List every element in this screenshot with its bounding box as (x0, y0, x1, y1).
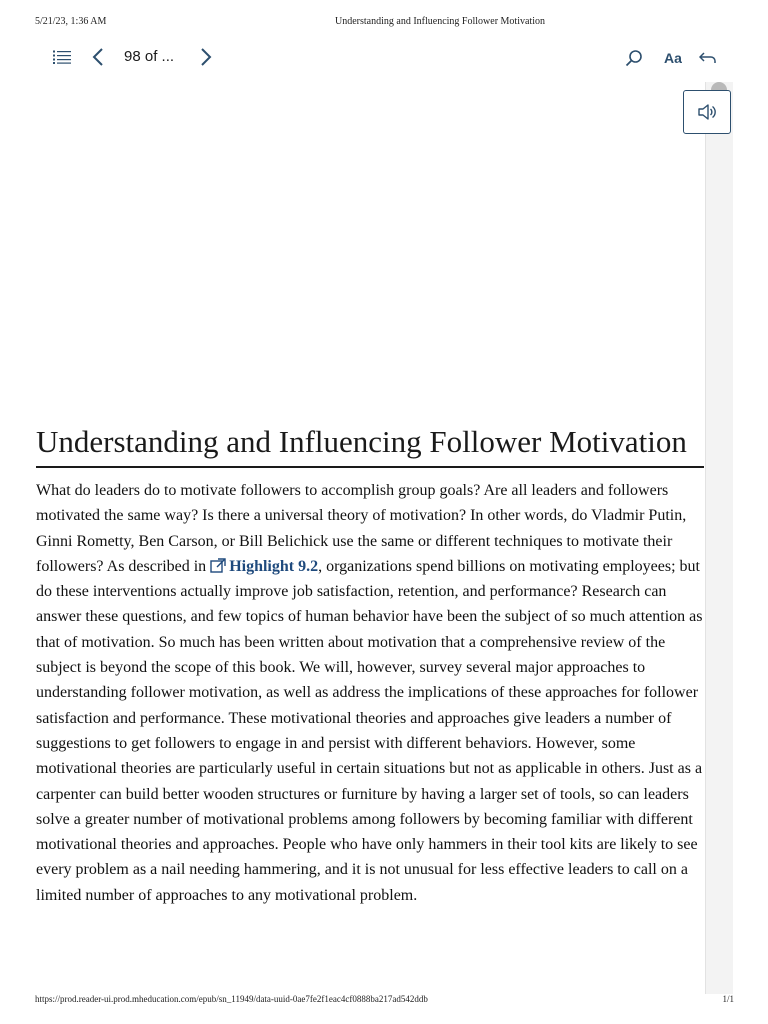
table-of-contents-button[interactable] (50, 46, 74, 68)
section-paragraph (36, 478, 704, 908)
print-footer (0, 994, 768, 1008)
print-doc-title: Understanding and Influencing Follower Motivation (335, 16, 545, 27)
search-icon (625, 49, 643, 67)
paragraph-text-part-2: , organizations spend billions on motivating employees; but do these interventions actually improve job satisfaction, retention, and performance? Research can answer these questions, and few topics of human behavior have been the subject of so much attention as that of motivation. So much has been written about motivation that a comprehensive review of the subject is beyond the scope of this book. We will, however, survey several major approaches to understanding follower motivation, as well as address the implications of these approaches for follower satisfaction and performance. These motivational theories and approaches give leaders a number of suggestions to get followers to engage in and persist with different behaviors. However, some motivational theories are particularly useful in certain situations but not as applicable in others. Just as a carpenter can build better wooden structures or furniture by having a larger set of tools, so can leaders solve a greater number of motivational problems among followers by becoming familiar with different motivational theories and approaches. People who have only hammers in their tool kits are likely to see every problem as a nail needing hammering, and it is not unusual for less effective leaders to call on a limited number of approaches to any motivational problem. (36, 557, 703, 904)
chevron-right-icon (200, 48, 212, 66)
next-page-button[interactable] (194, 45, 218, 69)
page-indicator[interactable]: 98 of ... (124, 48, 175, 65)
chevron-left-icon (92, 48, 104, 66)
paragraph-text-part-1: What do leaders do to motivate followers to accomplish group goals? Are all leaders and followers motivated the same way? Is there a universal theory of motivation? In other words, do Vladmir Putin, Ginni Rometty, Ben Carson, or Bill Belichick use the same or different techniques to motivate their followers? As described in (36, 482, 687, 575)
scrollbar-track[interactable] (705, 82, 733, 994)
font-settings-button[interactable] (660, 46, 686, 70)
print-header (0, 16, 768, 32)
search-button[interactable] (622, 46, 646, 70)
read-aloud-button[interactable] (683, 90, 731, 134)
print-url: https://prod.reader-ui.prod.mheducation.com/epub/sn_11949/data-uuid-0ae7fe2f1eac4cf0888ba217ad542ddb (35, 994, 428, 1004)
highlight-link-label: Highlight 9.2 (229, 557, 319, 575)
speaker-icon (697, 103, 717, 121)
section-title: Understanding and Influencing Follower Motivation (36, 424, 704, 468)
print-page-count: 1/1 (722, 994, 734, 1004)
reading-content (36, 424, 704, 908)
return-button[interactable] (696, 46, 720, 70)
return-arrow-icon (699, 51, 717, 65)
list-icon (53, 50, 71, 64)
highlight-link[interactable] (210, 558, 318, 575)
text-size-icon: Aa (664, 50, 682, 66)
previous-page-button[interactable] (86, 45, 110, 69)
print-date: 5/21/23, 1:36 AM (35, 16, 107, 27)
external-link-icon (210, 558, 226, 573)
reader-toolbar (0, 40, 768, 74)
